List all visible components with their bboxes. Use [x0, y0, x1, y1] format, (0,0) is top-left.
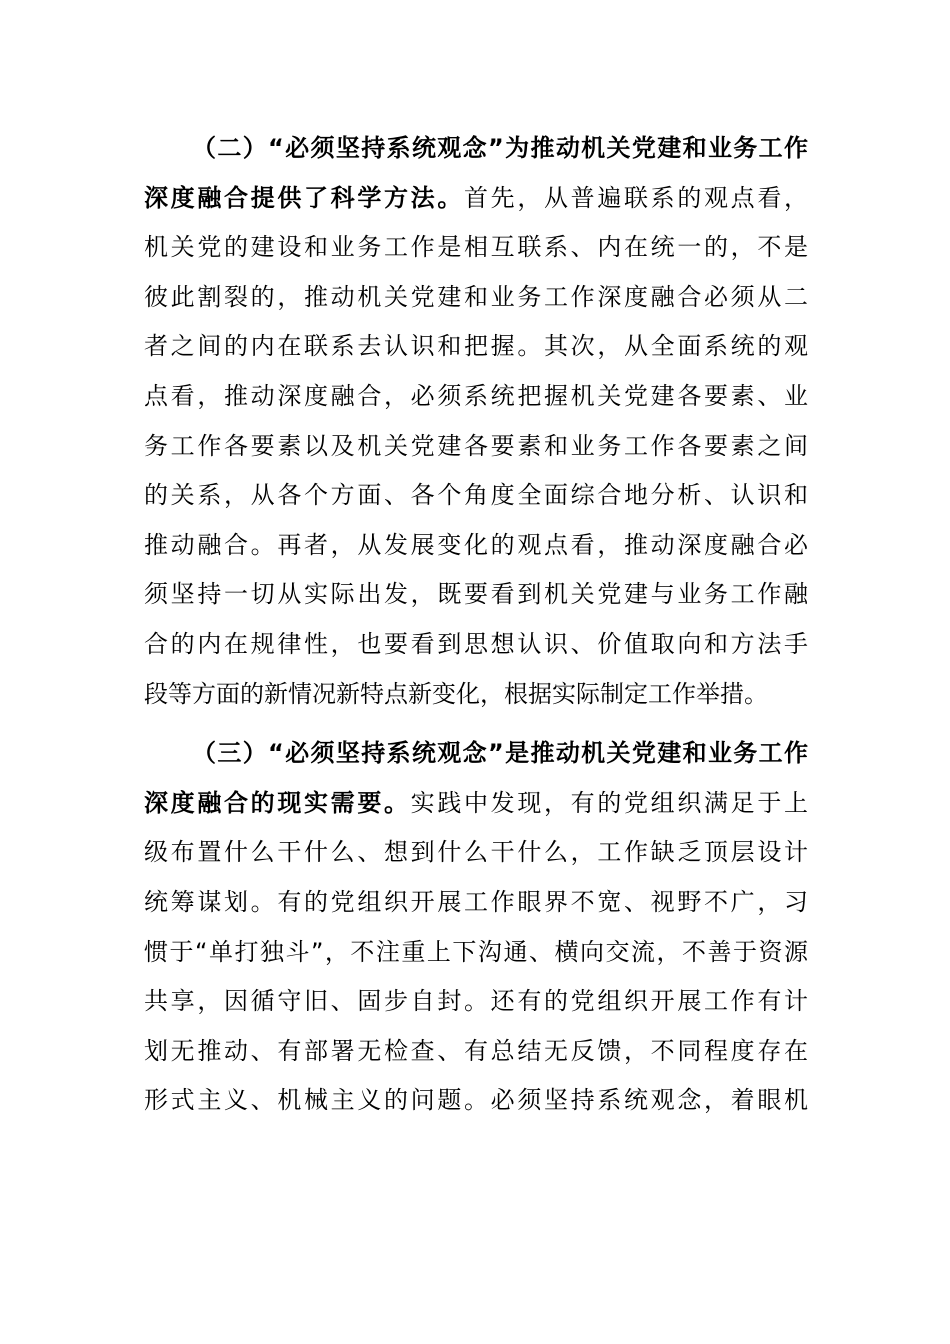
text-line: [144, 828, 808, 878]
text-line: [144, 124, 808, 174]
text-line: [144, 779, 808, 829]
body-text-span: 者之间的内在联系去认识和把握。其次，从全面系统的观: [144, 332, 808, 361]
body-text-span: 级布置什么干什么、想到什么干什么，工作缺乏顶层设计: [144, 838, 808, 867]
text-line: [144, 1027, 808, 1077]
text-line: [144, 422, 808, 472]
body-text-span: 彼此割裂的，推动机关党建和业务工作深度融合必须从二: [144, 282, 808, 311]
body-text-span: 惯于“单打独斗”，不注重上下沟通、横向交流，不善于资源: [144, 937, 808, 966]
body-text-span: 统筹谋划。有的党组织开展工作眼界不宽、视野不广，习: [144, 887, 808, 916]
text-line: [144, 977, 808, 1027]
text-line: [144, 570, 808, 620]
body-text-span: 首先，从普遍联系的观点看，: [464, 183, 808, 212]
text-line: [144, 620, 808, 670]
text-line: [144, 223, 808, 273]
body-text-span: 实践中发现，有的党组织满足于上: [410, 788, 809, 817]
body-text-span: 段等方面的新情况新特点新变化，根据实际制定工作举措。: [144, 679, 768, 708]
body-text-span: 合的内在规律性，也要看到思想认识、价值取向和方法手: [144, 629, 808, 658]
body-text-span: 划无推动、有部署无检查、有总结无反馈，不同程度存在: [144, 1036, 808, 1065]
body-text-span: 点看，推动深度融合，必须系统把握机关党建各要素、业: [144, 381, 808, 410]
text-line: [144, 1076, 808, 1126]
body-text-span: 须坚持一切从实际出发，既要看到机关党建与业务工作融: [144, 580, 808, 609]
bold-heading-text: 深度融合的现实需要。: [144, 788, 411, 817]
text-line: [144, 273, 808, 323]
text-line: [144, 670, 808, 720]
text-line: [144, 729, 808, 779]
body-text-span: 务工作各要素以及机关党建各要素和业务工作各要素之间: [144, 431, 808, 460]
text-line: [144, 928, 808, 978]
text-line: [144, 372, 808, 422]
text-line: [144, 322, 808, 372]
text-line: [144, 174, 808, 224]
bold-heading-text: 深度融合提供了科学方法。: [144, 183, 464, 212]
body-text-span: 形式主义、机械主义的问题。必须坚持系统观念，着眼机: [144, 1086, 808, 1115]
body-text-span: 共享，因循守旧、固步自封。还有的党组织开展工作有计: [144, 987, 808, 1016]
paragraph-2: [144, 124, 808, 719]
body-text-span: 机关党的建设和业务工作是相互联系、内在统一的，不是: [144, 233, 808, 262]
bold-heading-text: （三）“必须坚持系统观念”是推动机关党建和业务工作: [192, 739, 808, 768]
text-line: [144, 471, 808, 521]
bold-heading-text: （二）“必须坚持系统观念”为推动机关党建和业务工作: [192, 134, 808, 162]
body-text-span: 推动融合。再者，从发展变化的观点看，推动深度融合必: [144, 530, 808, 559]
text-line: [144, 521, 808, 571]
body-text-span: 的关系，从各个方面、各个角度全面综合地分析、认识和: [144, 481, 808, 510]
body-text: [144, 124, 808, 1136]
paragraph-3: [144, 729, 808, 1126]
text-line: [144, 878, 808, 928]
